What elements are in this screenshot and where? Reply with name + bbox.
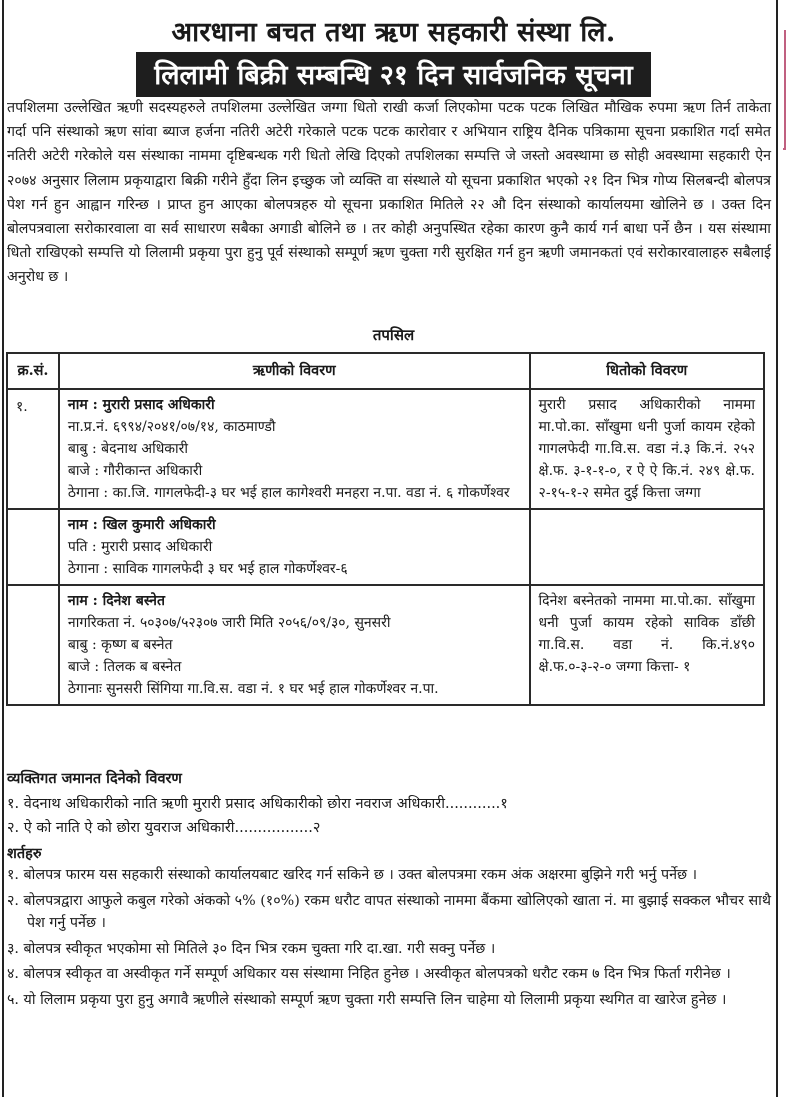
organization-name: आरधाना बचत तथा ऋण सहकारी संस्था लि. xyxy=(171,17,616,48)
debtor-detail-line: बाजे : तिलक ब बस्नेत xyxy=(67,659,182,675)
debtor-detail-line: नागरिकता नं. ५०३०७/५२३०७ जारी मिति २०५६/०९/३०, सुनसरी xyxy=(67,615,391,631)
debtor-detail-line: बाबु : कृष्ण ब बस्नेत xyxy=(67,637,173,653)
debtor-name: नाम : दिनेश बस्नेत xyxy=(67,593,165,609)
terms-heading: शर्तहरु xyxy=(7,845,42,862)
header-collateral: धितोको विवरण xyxy=(530,353,764,389)
debtor-cell xyxy=(59,585,530,705)
debtor-cell xyxy=(59,509,530,585)
table-row xyxy=(7,389,764,509)
right-border-line xyxy=(776,0,778,1097)
debtor-detail-line: बाबु : बेदनाथ अधिकारी xyxy=(67,441,189,457)
list-item: १. बोलपत्र फारम यस सहकारी संस्थाको कार्यालयबाट खरिद गर्न सकिने छ । उक्त बोलपत्रमा रकम अंक अक्षरमा बुझिने गरी भर्नु पर्नेछ । xyxy=(7,867,698,883)
list-item: २. ऐ को नाति ऐ को छोरा युवराज अधिकारी.................२ xyxy=(7,820,321,836)
collateral-cell: मुरारी प्रसाद अधिकारीको नाममा मा.पो.का. साँखुमा धनी पुर्जा कायम रहेको गागलफेदी गा.वि.स. वडा नं.३ कि.नं. २५२ क्षे.फ. ३-१-१-०, र ऐ ऐ कि.नं. २४९ क्षे.फ. २-१५-१-२ समेत दुई कित्ता जग्गा xyxy=(530,389,764,509)
guarantor-heading: व्यक्तिगत जमानत दिनेको विवरण xyxy=(7,770,182,787)
row-sn: १. xyxy=(7,389,59,509)
debtor-name: नाम : मुरारी प्रसाद अधिकारी xyxy=(67,397,215,413)
debtor-detail-line: पति : मुरारी प्रसाद अधिकारी xyxy=(67,539,213,555)
list-item: ३. बोलपत्र स्वीकृत भएकोमा सो मितिले ३० दिन भित्र रकम चुक्ता गरि दा.खा. गरी सक्नु पर्नेछ । xyxy=(7,940,496,957)
debtor-cell xyxy=(59,389,530,509)
guarantor-list xyxy=(7,792,771,840)
debtor-detail-line: बाजे : गौरीकान्त अधिकारी xyxy=(67,463,203,479)
details-heading: तपसिल xyxy=(372,326,415,344)
header-sn: क्र.सं. xyxy=(7,353,59,389)
list-item: ४. बोलपत्र स्वीकृत वा अस्वीकृत गर्ने सम्पूर्ण अधिकार यस संस्थामा निहित हुनेछ । अस्वीकृत बोलपत्रको धरौट रकम ७ दिन भित्र फिर्ता गरीनेछ । xyxy=(7,966,731,982)
left-border-line xyxy=(2,0,4,1097)
debtor-name: नाम : खिल कुमारी अधिकारी xyxy=(67,517,216,533)
collateral-cell xyxy=(530,509,764,585)
terms-list xyxy=(7,864,771,1014)
debtor-detail-line: ठेगानाः सुनसरी सिंगिया गा.वि.स. वडा नं. १ घर भई हाल गोकर्णेश्वर न.पा. xyxy=(67,681,439,697)
row-sn xyxy=(7,509,59,585)
intro-paragraph: तपशिलमा उल्लेखित ऋणी सदस्यहरुले तपशिलमा उल्लेखित जग्गा धितो राखी कर्जा लिएकोमा पटक पटक लिखित मौखिक रुपमा ऋण तिर्न ताकेता गर्दा पनि संस्थाको ऋण सांवा ब्याज हर्जना नतिरी अटेरी गरेकाले पटक पटक कारोवार र अभियान राष्ट्रिय दैनिक पत्रिकामा सूचना प्रकाशित गर्दा समेत नतिरी अटेरी गरेकोले यस संस्थाका नाममा दृष्टिबन्धक गरी धितो लेखि दिएको तपशिलका सम्पत्ति जे जस्तो अवस्थामा छ सोही अवस्थामा सहकारी ऐन २०७४ अनुसार लिलाम प्रकृयाद्वारा बिक्री गरीने हुँदा लिन इच्छुक जो व्यक्ति वा संस्थाले यो सूचना प्रकाशित भएको २१ दिन भित्र गोप्य सिलबन्दी बोलपत्र पेश गर्न हुन आह्वान गरिन्छ । प्राप्त हुन आएका बोलपत्रहरु यो सूचना प्रकाशित मितिले २२ औ दिन संस्थाको कार्यालयमा खोलिने छ । उक्त दिन बोलपत्रवाला सरोकारवाला वा सर्व साधारण सबैका अगाडी बोलिने छ । तर कोही अनुपस्थित रहेका कारण कुनै कार्य गर्न बाधा पर्ने छैन । यस संस्थामा धितो राखिएको सम्पत्ति यो लिलामी प्रकृया पुरा हुनु पूर्व संस्थाको सम्पूर्ण ऋण चुक्ता गरी सुरक्षित गर्न हुन ऋणी जमानकतां एवं सरोकारवालाहरु सबैलाई अनुरोध छ । xyxy=(7,100,771,286)
details-table xyxy=(6,352,765,706)
list-item: १. वेदनाथ अधिकारीको नाति ऋणी मुरारी प्रसाद अधिकारीको छोरा नवराज अधिकारी............१ xyxy=(7,796,508,812)
debtor-detail-line: ठेगाना : साविक गागलफेदी ३ घर भई हाल गोकर्णेश्वर-६ xyxy=(67,561,348,577)
debtor-detail-line: ठेगाना : का.जि. गागलफेदी-३ घर भई हाल कागेश्वरी मनहरा न.पा. वडा नं. ६ गोकर्णेश्वर xyxy=(67,485,510,501)
notice-title-bar xyxy=(0,52,787,97)
header-debtor: ऋणीको विवरण xyxy=(59,353,530,389)
row-sn xyxy=(7,585,59,705)
collateral-cell: दिनेश बस्नेतको नाममा मा.पो.का. साँखुमा धनी पुर्जा कायम रहेको साविक डाँछी गा.वि.स. वडा नं. कि.नं.४९० क्षे.फ.०-३-२-० जग्गा कित्ता- १ xyxy=(530,585,764,705)
table-row xyxy=(7,509,764,585)
table-row xyxy=(7,585,764,705)
list-item: ५. यो लिलाम प्रकृया पुरा हुनु अगावै ऋणीले संस्थाको सम्पूर्ण ऋण चुक्ता गरी सम्पत्ति लिन चाहेमा यो लिलामी प्रकृया स्थगित वा खारेज हुनेछ । xyxy=(7,991,727,1008)
debtor-detail-line: ना.प्र.नं. ६९९४/२०४१/०७/१४, काठमाण्डौ xyxy=(67,419,276,435)
notice-title: लिलामी बिक्री सम्बन्धि २१ दिन सार्वजनिक सूचना xyxy=(136,52,651,97)
list-item: २. बोलपत्रद्वारा आफुले कबुल गरेको अंकको ५% (१०%) रकम धरौट वापत संस्थाको नाममा बैंकमा खोलिएको खाता नं. मा बुझाई सक्कल भौचर साथै पेश गर्नु पर्नेछ । xyxy=(7,892,771,931)
table-header-row xyxy=(7,353,764,389)
